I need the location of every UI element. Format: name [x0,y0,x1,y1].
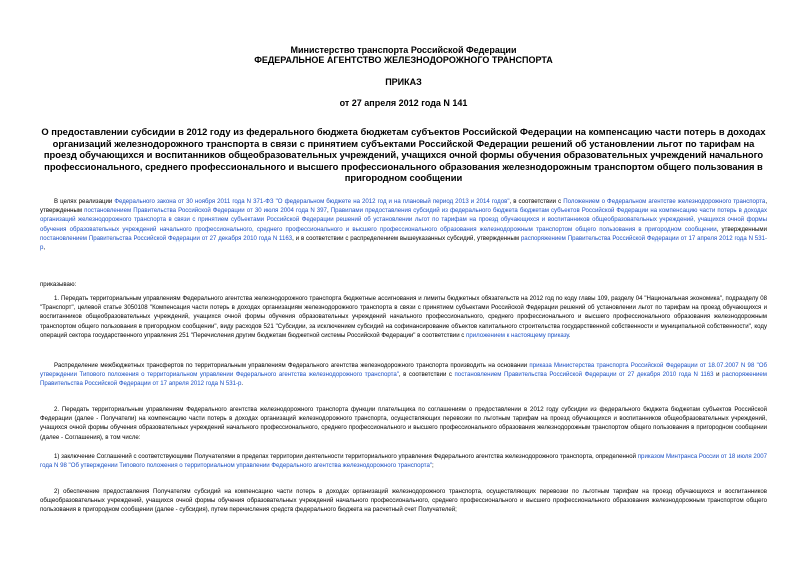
link-government-order-531r[interactable]: распоряжением Правительства Российской Федерации от 17 апреля 2012 года N 531-р [40,371,767,388]
link-government-order-531r[interactable]: распоряжением Правительства Российской Федерации от 17 апреля 2012 года N 531-р [40,234,768,252]
text: , [326,207,331,215]
document-heading: О предоставлении субсидии в 2012 году из федерального бюджета бюджетам субъектов Российской Федерации на компенсацию части потерь в доходах организаций железнодорожного транспорта в связи с принятием субъектами Российской Федерации решений об установлении льгот по тарифам на проезд обучающихся и воспитанников общеобразовательных учреждений, учащихся очной формы обучения образовательных учреждений начального профессионального, среднего профессионального и высшего профессионального образования железнодорожным транспортом общего пользования в пригородном сообщении [41,126,766,184]
paragraph-subitem-1 [40,452,767,470]
text: 1. Передать территориальным управлениям Федерального агентства железнодорожного транспорта бюджетные ассигнования и лимиты бюджетных обязательств на 2012 год по коду главы 109, разделу 04 "Национальная экономика", подразделу 08 "Транспорт", целевой статье 3050108 "Компенсация части потерь в доходах организациям железнодорожного транспорта в связи с принятием субъектами Российской Федерации решений об установлении льгот по тарифам на проезд обучающихся и воспитанников общеобразовательных учреждений, учащихся очной формы обучения образовательных учреждений начального профессионального, среднего профессионального и высшего профессионального образования железнодорожным транспортом общего пользования в пригородном сообщении", виду расходов 521 "Субсидии, за исключением субсидий на софинансирование объектов капитального строительства государственной собственности и муниципальной собственности", коду операций сектора государственного управления 251 "Перечисления другим бюджетам бюджетной системы Российской Федерации" в соответствии с [40,295,767,339]
link-agency-regulation[interactable]: Положением о Федеральном агентстве железнодорожного транспорта [563,198,766,205]
paragraph-subitem-2: 2) обеспечение предоставления Получателям субсидий на компенсацию части потерь в доходах организаций железнодорожного транспорта, осуществляющих перевозки по льготным тарифам на проезд обучающихся и воспитанников общеобразовательных учреждений, учащихся очной формы обучения образовательных учреждений начального профессионального, среднего профессионального и высшего профессионального образования железнодорожным транспортом общего пользования в пригородном сообщении (далее - субсидия), путем перечисления средств федерального бюджета на расчетный счет Получателей; [40,488,767,514]
link-government-decree-1163[interactable]: постановлением Правительства Российской Федерации от 27 декабря 2010 года N 1163 [40,234,293,242]
paragraph-item-2: 2. Передать территориальным управлениям Федерального агентства железнодорожного транспорта функции плательщика по соглашениям о предоставлении в 2012 году субсидии из федерального бюджета бюджетам субъектов Российской Федерации (далее - Получатели) на компенсацию части потерь в доходах организаций железнодорожного транспорта, осуществляющих перевозки по льготным тарифам на проезд обучающихся и воспитанников общеобразовательных учреждений, учащихся очной формы обучения образовательных учреждений начального профессионального, среднего профессионального и высшего профессионального образования железнодорожным транспортом общего пользования в пригородном сообщении (далее - Соглашения), в том числе: [40,406,767,441]
link-subsidy-rules[interactable]: Правилами предоставления субсидий из федерального бюджета бюджетам субъектов Российской Федерации на компенсацию части потерь в доходах организаций железнодорожного транспорта в связи с принятием субъектами Российской Федерации решений об установлении льгот по тарифам на проезд обучающихся и воспитанников общеобразовательных учреждений, учащихся очной формы обучения образовательных учреждений начального профессионального, среднего профессионального и высшего профессионального образования железнодорожным транспортом общего пользования в пригородном сообщении [40,207,767,233]
text: и [713,371,723,379]
link-government-decree-1163[interactable]: постановлением Правительства Российской Федерации от 27 декабря 2010 года N 1163 [454,371,714,379]
text: , [43,244,46,252]
text: . [568,331,571,339]
document-date-number: от 27 апреля 2012 года N 141 [339,98,468,108]
text: , утвержденными [716,225,767,233]
text: , и в соответствии с распределением вышеуказанных субсидий, утвержденным [292,234,521,242]
text: 1) заключение Соглашений с соответствующими Получателями в пределах территории деятельности территориального управления Федерального агентства железнодорожного транспорта, определенной [54,453,638,460]
link-mintrans-order-98[interactable]: приказом Минтранса России от 18 июля 2007 года N 98 "Об утверждении Типового положения о территориальном управлении Федерального агентства железнодорожного транспорта" [40,453,767,470]
link-appendix[interactable]: приложением к настоящему приказу [466,331,569,339]
link-government-decree-397[interactable]: постановлением Правительства Российской Федерации от 30 июля 2004 года N 397 [84,207,327,215]
link-federal-law[interactable]: Федерального закона от 30 ноября 2011 года N 371-ФЗ "О федеральном бюджете на 2012 год и на плановый период 2013 и 2014 годов" [114,198,510,205]
text: , в соответствии с [398,371,455,379]
paragraph-item-1 [40,294,767,340]
text: Распределение межбюджетных трансфертов по территориальным управлениям Федерального агентства железнодорожного транспорта производить на основании [54,362,530,369]
ministry-name: Министерство транспорта Российской Федерации [290,45,517,55]
link-ministry-order-98[interactable]: приказа Министерства транспорта Российской Федерации от 18.07.2007 N 98 "Об утверждении Типового положения о территориальном управлении Федерального агентства железнодорожного транспорта" [40,362,767,379]
paragraph-order-word: приказываю: [40,281,77,288]
text: . [241,380,244,388]
paragraph-preamble [40,197,767,252]
text: , утвержденным [40,198,768,215]
text: ; [432,462,434,470]
text: , в соответствии с [509,198,564,205]
agency-name: ФЕДЕРАЛЬНОЕ АГЕНТСТВО ЖЕЛЕЗНОДОРОЖНОГО ТРАНСПОРТА [254,55,553,65]
paragraph-distribution [40,361,767,389]
document-type: ПРИКАЗ [385,77,422,87]
text: В целях реализации [54,198,115,205]
